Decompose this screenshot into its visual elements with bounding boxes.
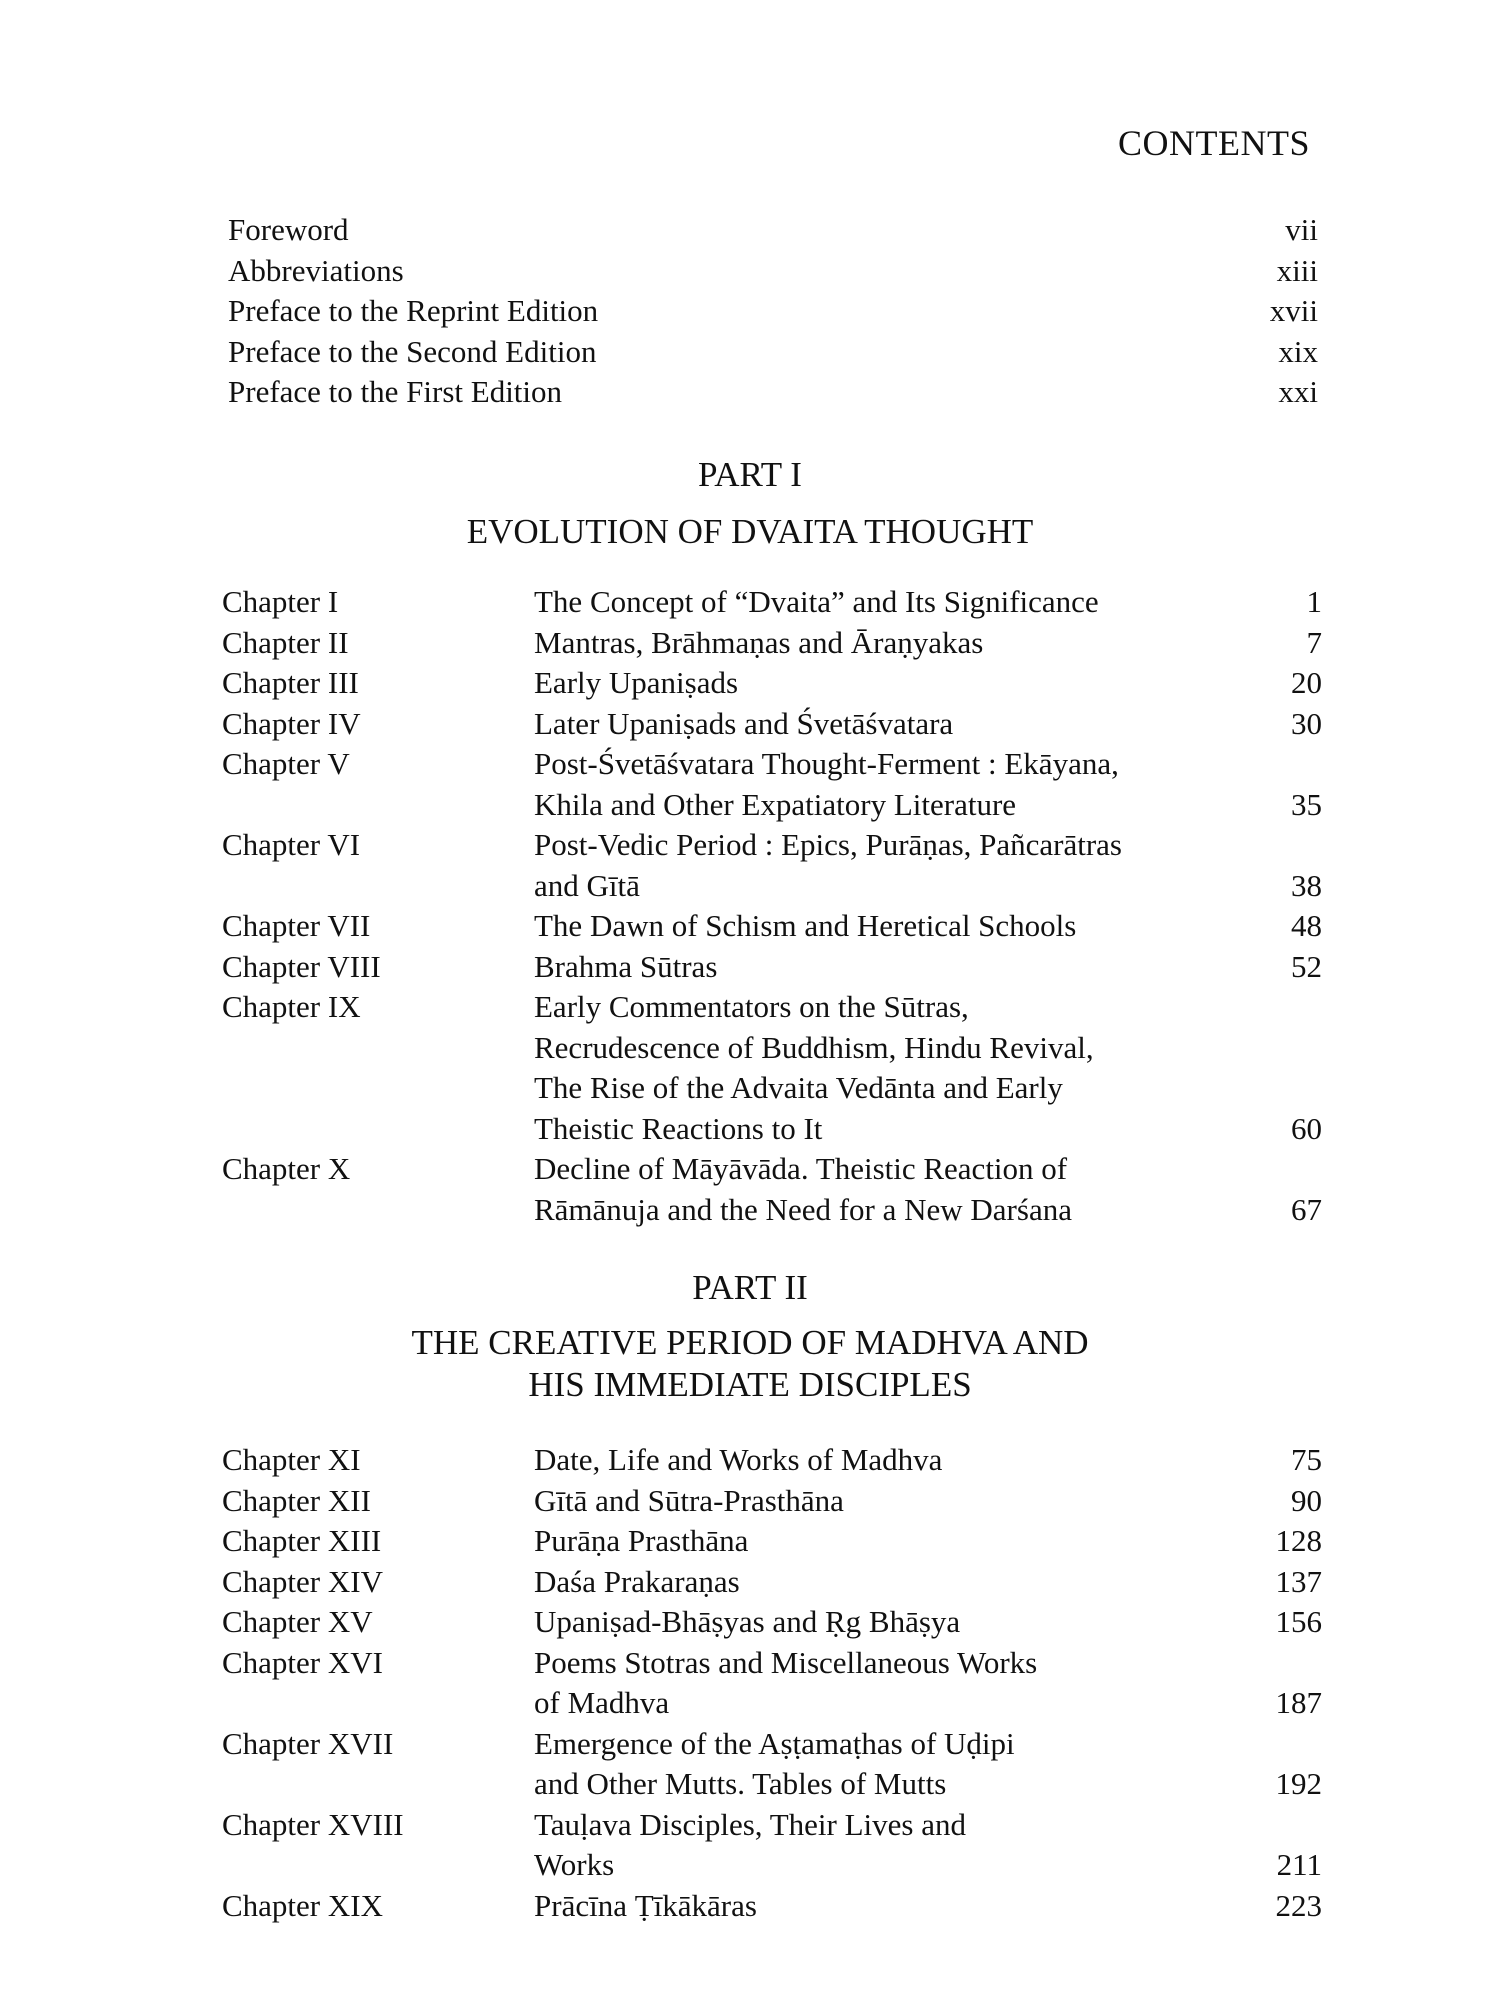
chapter-page: 192 <box>1275 1766 1322 1801</box>
chapter-list-part-2 <box>222 1440 1322 1926</box>
chapter-entry <box>222 1724 1322 1805</box>
chapter-entry <box>222 1440 1322 1481</box>
chapter-entry <box>222 623 1322 664</box>
chapter-entry <box>222 582 1322 623</box>
chapter-title-line: Poems Stotras and Miscellaneous Works <box>534 1644 1038 1680</box>
front-matter-item <box>228 251 1318 292</box>
chapter-label: Chapter X <box>222 1151 351 1186</box>
front-matter-list <box>228 210 1318 413</box>
entry-page: xvii <box>1269 293 1318 328</box>
chapter-page: 38 <box>1291 867 1322 903</box>
front-matter-item <box>228 210 1318 251</box>
chapter-label: Chapter XI <box>222 1442 361 1477</box>
chapter-title-line: Tauḷava Disciples, Their Lives and <box>534 1806 966 1842</box>
chapter-title-line: Later Upaniṣads and Śvetāśvatara <box>534 705 954 741</box>
chapter-title-line: Recrudescence of Buddhism, Hindu Revival, <box>534 1029 1094 1065</box>
chapter-title-line: Theistic Reactions to It <box>534 1110 823 1146</box>
chapter-title-line: Emergence of the Aṣṭamaṭhas of Uḍipi <box>534 1725 1015 1761</box>
chapter-page: 48 <box>1291 908 1322 943</box>
chapter-label: Chapter VIII <box>222 948 381 984</box>
chapter-page: 137 <box>1275 1563 1322 1599</box>
chapter-title-line: Daśa Prakaraṇas <box>534 1563 740 1599</box>
chapter-label: Chapter XIX <box>222 1887 383 1923</box>
chapter-label: Chapter VI <box>222 827 361 862</box>
chapter-label: Chapter III <box>222 665 359 700</box>
chapter-label: Chapter IX <box>222 989 361 1024</box>
chapter-entry <box>222 663 1322 704</box>
chapter-title <box>534 906 1214 947</box>
chapter-page: 90 <box>1291 1482 1322 1518</box>
chapter-title <box>534 623 1214 664</box>
chapter-entry <box>222 1481 1322 1522</box>
chapter-title-line: Purāṇa Prasthāna <box>534 1523 749 1558</box>
chapter-page: 52 <box>1291 948 1322 984</box>
chapter-page: 187 <box>1275 1685 1322 1720</box>
chapter-page: 30 <box>1291 705 1322 741</box>
chapter-label: Chapter XVI <box>222 1644 383 1680</box>
chapter-label: Chapter II <box>222 624 349 660</box>
entry-title: Preface to the Reprint Edition <box>228 293 599 328</box>
chapter-entry <box>222 947 1322 988</box>
entry-title: Foreword <box>228 212 349 247</box>
part-label: PART I <box>698 455 802 494</box>
chapter-label: Chapter VII <box>222 908 371 943</box>
chapter-title <box>534 1724 1214 1805</box>
chapter-title <box>534 663 1214 704</box>
part-title-line: THE CREATIVE PERIOD OF MADHVA AND <box>411 1323 1089 1362</box>
chapter-title-line: Brahma Sūtras <box>534 948 718 984</box>
chapter-page: 7 <box>1306 624 1322 660</box>
chapter-label: Chapter XIV <box>222 1563 383 1599</box>
part-title <box>0 1322 1500 1406</box>
chapter-title-line: and Gītā <box>534 867 640 903</box>
chapter-title <box>534 744 1214 825</box>
chapter-title <box>534 825 1214 906</box>
chapter-title <box>534 987 1214 1149</box>
chapter-title-line: Mantras, Brāhmaṇas and Āraṇyakas <box>534 624 984 660</box>
chapter-title-line: Upaniṣad-Bhāṣyas and Ṛg Bhāṣya <box>534 1604 961 1639</box>
chapter-entry <box>222 825 1322 906</box>
chapter-title-line: of Madhva <box>534 1685 670 1720</box>
entry-page: xiii <box>1276 252 1318 288</box>
chapter-page: 60 <box>1291 1110 1322 1146</box>
entry-page: vii <box>1285 212 1318 247</box>
chapter-entry <box>222 704 1322 745</box>
part-title: EVOLUTION OF DVAITA THOUGHT <box>466 512 1034 551</box>
chapter-entry <box>222 744 1322 825</box>
chapter-title-line: Early Commentators on the Sūtras, <box>534 989 969 1024</box>
chapter-title-line: Rāmānuja and the Need for a New Darśana <box>534 1191 1072 1227</box>
chapter-page: 128 <box>1275 1523 1322 1558</box>
chapter-entry <box>222 1521 1322 1562</box>
chapter-title <box>534 1643 1214 1724</box>
chapter-entry <box>222 1886 1322 1927</box>
entry-title: Abbreviations <box>228 252 404 288</box>
chapter-entry <box>222 1643 1322 1724</box>
chapter-title <box>534 1481 1214 1522</box>
part-label: PART II <box>692 1268 808 1307</box>
entry-title: Preface to the Second Edition <box>228 333 597 369</box>
chapter-title <box>534 1562 1214 1603</box>
entry-page: xix <box>1278 333 1318 369</box>
chapter-title-line: Prācīna Ṭīkākāras <box>534 1887 757 1923</box>
chapter-title-line: Post-Śvetāśvatara Thought-Ferment : Ekāyana, <box>534 746 1119 781</box>
chapter-title-line: Early Upaniṣads <box>534 665 739 700</box>
chapter-title-line: The Dawn of Schism and Heretical Schools <box>534 908 1077 943</box>
chapter-page: 67 <box>1291 1191 1322 1227</box>
chapter-entry <box>222 1562 1322 1603</box>
chapter-title-line: and Other Mutts. Tables of Mutts <box>534 1766 947 1801</box>
chapter-title <box>534 704 1214 745</box>
page-title: CONTENTS <box>1118 123 1310 163</box>
chapter-page: 211 <box>1276 1847 1322 1882</box>
chapter-entry <box>222 987 1322 1149</box>
chapter-page: 75 <box>1291 1442 1322 1477</box>
entry-page: xxi <box>1278 374 1318 409</box>
chapter-entry <box>222 1602 1322 1643</box>
chapter-title-line: Gītā and Sūtra-Prasthāna <box>534 1482 844 1518</box>
chapter-label: Chapter I <box>222 584 339 619</box>
chapter-label: Chapter XIII <box>222 1523 382 1558</box>
chapter-label: Chapter IV <box>222 705 361 741</box>
chapter-list-part-1 <box>222 582 1322 1230</box>
chapter-title <box>534 1886 1214 1927</box>
chapter-label: Chapter XII <box>222 1482 371 1518</box>
chapter-title-line: The Rise of the Advaita Vedānta and Early <box>534 1070 1063 1105</box>
part-title-line: HIS IMMEDIATE DISCIPLES <box>528 1365 972 1404</box>
chapter-page: 35 <box>1291 786 1322 822</box>
chapter-title <box>534 947 1214 988</box>
chapter-page: 156 <box>1275 1604 1322 1639</box>
entry-title: Preface to the First Edition <box>228 374 563 409</box>
chapter-page: 223 <box>1275 1887 1322 1923</box>
front-matter-item <box>228 372 1318 413</box>
chapter-title <box>534 1149 1214 1230</box>
chapter-label: Chapter XVIII <box>222 1806 404 1842</box>
chapter-title-line: Decline of Māyāvāda. Theistic Reaction of <box>534 1151 1068 1186</box>
chapter-title-line: Works <box>534 1847 615 1882</box>
chapter-page: 20 <box>1291 665 1322 700</box>
chapter-entry <box>222 906 1322 947</box>
chapter-title <box>534 1521 1214 1562</box>
chapter-title <box>534 1805 1214 1886</box>
chapter-label: Chapter XV <box>222 1604 373 1639</box>
front-matter-item <box>228 332 1318 373</box>
chapter-label: Chapter V <box>222 746 350 781</box>
chapter-title <box>534 582 1214 623</box>
chapter-title-line: Khila and Other Expatiatory Literature <box>534 786 1017 822</box>
chapter-label: Chapter XVII <box>222 1725 394 1761</box>
chapter-entry <box>222 1805 1322 1886</box>
chapter-title-line: The Concept of “Dvaita” and Its Significance <box>534 584 1099 619</box>
chapter-title-line: Date, Life and Works of Madhva <box>534 1442 943 1477</box>
chapter-page: 1 <box>1306 584 1322 619</box>
chapter-title <box>534 1602 1214 1643</box>
chapter-title <box>534 1440 1214 1481</box>
chapter-entry <box>222 1149 1322 1230</box>
front-matter-item <box>228 291 1318 332</box>
chapter-title-line: Post-Vedic Period : Epics, Purāṇas, Pañcarātras <box>534 827 1123 862</box>
